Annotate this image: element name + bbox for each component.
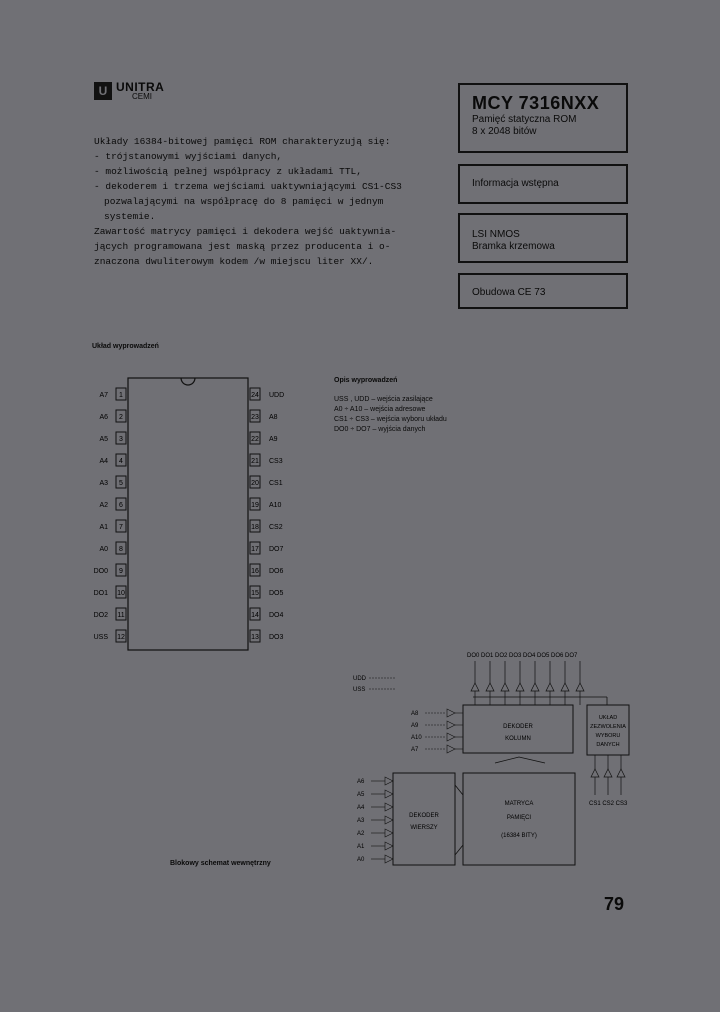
cs-labels: CS1 CS2 CS3	[589, 801, 628, 807]
output-buffer-1	[486, 683, 494, 691]
tech-line-2: Bramka krzemowa	[472, 241, 555, 252]
legend-caption: Opis wyprowadzeń	[334, 377, 398, 384]
pin-label-23: A8	[269, 414, 278, 421]
pin-num-18: 18	[251, 524, 259, 531]
part-number: MCY 7316NXX	[472, 93, 600, 113]
pin-num-17: 17	[251, 546, 259, 553]
bullet-2: - możliwością pełnej współpracy z układami TTL,	[94, 166, 362, 177]
pin-label-20: CS1	[269, 480, 283, 487]
row-decoder-l1: DEKODER	[409, 813, 439, 819]
info-box	[458, 164, 628, 204]
package-box	[458, 273, 628, 309]
pin-num-7: 7	[119, 524, 123, 531]
pin-label-9: DO0	[93, 568, 108, 575]
bullet-1: - trójstanowymi wyjściami danych,	[94, 151, 283, 162]
row-input-A5: A5	[357, 792, 365, 798]
col-input-A9: A9	[411, 723, 419, 729]
pin-num-21: 21	[251, 458, 259, 465]
tech-line-1: LSI NMOS	[472, 229, 520, 240]
pin-num-2: 2	[119, 414, 123, 421]
bullet-3c: systemie.	[104, 211, 156, 222]
pin-label-8: A0	[99, 546, 108, 553]
pin-num-4: 4	[119, 458, 123, 465]
enable-l3: WYBORU	[595, 733, 621, 739]
legend-line-1: USS , UDD – wejścia zasilające	[334, 396, 433, 403]
pin-label-17: DO7	[269, 546, 284, 553]
udd-label: UDD	[353, 676, 366, 682]
row-decoder-l2: WIERSZY	[410, 825, 438, 831]
row-inputs	[357, 777, 393, 863]
legend-line-3: CS1 ÷ CS3 – wejścia wyboru układu	[334, 416, 447, 423]
col-input-buffer-0	[447, 709, 455, 717]
pin-num-10: 10	[117, 590, 125, 597]
ic-package-outline	[128, 378, 248, 650]
row-input-buffer-2	[385, 803, 393, 811]
col-input-buffer-3	[447, 745, 455, 753]
row-input-A1: A1	[357, 844, 365, 850]
pin-label-5: A3	[99, 480, 108, 487]
page-number: 79	[604, 894, 625, 914]
pin-label-4: A4	[99, 458, 108, 465]
row-input-A2: A2	[357, 831, 365, 837]
para-line-1: Zawartość matrycy pamięci i dekodera wejść uaktywnia-	[94, 226, 397, 237]
outputs-label: DO0 DO1 DO2 DO3 DO4 DO5 DO6 DO7	[467, 653, 578, 659]
pin-num-19: 19	[251, 502, 259, 509]
row-input-A3: A3	[357, 818, 365, 824]
part-description: Pamięć statyczna ROM	[472, 114, 577, 125]
pin-label-14: DO4	[269, 612, 284, 619]
row-input-A4: A4	[357, 805, 365, 811]
pin-num-23: 23	[251, 414, 259, 421]
para-line-2: jących programowana jest maską przez producenta i o-	[94, 241, 391, 252]
row-input-buffer-1	[385, 790, 393, 798]
pin-label-16: DO6	[269, 568, 284, 575]
pin-num-6: 6	[119, 502, 123, 509]
pinout-caption: Układ wyprowadzeń	[92, 343, 159, 350]
logo-brand: UNITRA	[116, 80, 165, 94]
col-input-buffer-1	[447, 721, 455, 729]
col-input-A10: A10	[411, 735, 422, 741]
pin-label-6: A2	[99, 502, 108, 509]
row-input-A0: A0	[357, 857, 365, 863]
row-input-buffer-5	[385, 842, 393, 850]
row-input-buffer-4	[385, 829, 393, 837]
row-decoder-block	[393, 773, 455, 865]
pin-num-5: 5	[119, 480, 123, 487]
row-input-buffer-0	[385, 777, 393, 785]
output-buffer-3	[516, 683, 524, 691]
pin-num-16: 16	[251, 568, 259, 575]
pin-num-20: 20	[251, 480, 259, 487]
enable-l2: ZEZWOLENIA	[590, 724, 626, 730]
cs-buffer-3	[617, 769, 625, 777]
matrix-l3: (16384 BITY)	[501, 833, 537, 839]
row-input-buffer-6	[385, 855, 393, 863]
para-line-3: znaczona dwuliterowym kodem /w miejscu liter XX/.	[94, 256, 374, 267]
output-buffer-5	[546, 683, 554, 691]
pin-label-2: A6	[99, 414, 108, 421]
pin-num-11: 11	[117, 612, 125, 619]
pin-num-13: 13	[251, 634, 259, 641]
output-buffers	[471, 661, 584, 705]
pin-label-21: CS3	[269, 458, 283, 465]
pin-num-9: 9	[119, 568, 123, 575]
bullet-3b: pozwalającymi na współpracę do 8 pamięci w jednym	[104, 196, 384, 207]
pin-label-3: A5	[99, 436, 108, 443]
logo-sub: CEMI	[132, 92, 152, 101]
pin-label-1: A7	[99, 392, 108, 399]
unitra-cemi-logo	[94, 82, 164, 102]
pin-label-22: A9	[269, 436, 278, 443]
cs-buffer-1	[591, 769, 599, 777]
col-input-buffer-2	[447, 733, 455, 741]
row-input-buffer-3	[385, 816, 393, 824]
pin-label-10: DO1	[93, 590, 108, 597]
pin-label-11: DO2	[93, 612, 108, 619]
output-buffer-4	[531, 683, 539, 691]
pinout-diagram	[80, 370, 310, 660]
output-buffer-7	[576, 683, 584, 691]
block-diagram-caption: Blokowy schemat wewnętrzny	[170, 860, 271, 867]
pin-num-12: 12	[117, 634, 125, 641]
package-text: Obudowa CE 73	[472, 287, 546, 298]
pin-num-22: 22	[251, 436, 259, 443]
pin-label-18: CS2	[269, 524, 283, 531]
uss-label: USS	[353, 687, 366, 693]
enable-l1: UKŁAD	[598, 715, 618, 721]
pin-label-13: DO3	[269, 634, 284, 641]
col-decoder-l2: KOLUMN	[505, 736, 531, 742]
pin-legend	[334, 395, 447, 435]
pin-num-3: 3	[119, 436, 123, 443]
pin-num-1: 1	[119, 392, 123, 399]
col-decoder-l1: DEKODER	[503, 724, 533, 730]
pin-num-14: 14	[251, 612, 259, 619]
row-input-A6: A6	[357, 779, 365, 785]
ic-notch	[181, 378, 195, 385]
block-diagram	[345, 645, 645, 870]
pin-label-7: A1	[99, 524, 108, 531]
output-buffer-6	[561, 683, 569, 691]
output-buffer-2	[501, 683, 509, 691]
column-inputs	[411, 709, 463, 753]
pin-num-24: 24	[251, 392, 259, 399]
unitra-logo-icon: U	[94, 82, 112, 100]
part-organization: 8 x 2048 bitów	[472, 126, 537, 137]
col-input-A7: A7	[411, 747, 419, 753]
legend-line-2: A0 ÷ A10 – wejścia adresowe	[334, 406, 426, 413]
pin-num-8: 8	[119, 546, 123, 553]
chip-select-buffers	[591, 755, 625, 795]
title-box	[458, 83, 628, 153]
decoder-to-matrix-arrow	[495, 757, 545, 763]
cs-buffer-2	[604, 769, 612, 777]
technology-box	[458, 213, 628, 263]
pin-num-15: 15	[251, 590, 259, 597]
matrix-l1: MATRYCA	[504, 801, 534, 807]
pin-label-24: UDD	[269, 392, 285, 399]
info-text: Informacja wstępna	[472, 178, 559, 189]
bullet-3a: - dekoderem i trzema wejściami uaktywniającymi CS1-CS3	[94, 181, 402, 192]
col-input-A8: A8	[411, 711, 419, 717]
output-buffer-0	[471, 683, 479, 691]
matrix-l2: PAMIĘCI	[506, 815, 532, 821]
legend-line-4: DO0 ÷ DO7 – wyjścia danych	[334, 426, 426, 433]
pin-label-15: DO5	[269, 590, 284, 597]
enable-l4: DANYCH	[596, 742, 620, 748]
intro-line: Układy 16384-bitowej pamięci ROM charakteryzują się:	[94, 136, 391, 147]
pin-label-12: USS	[93, 634, 108, 641]
pin-label-19: A10	[269, 502, 282, 509]
description-text	[94, 134, 454, 269]
